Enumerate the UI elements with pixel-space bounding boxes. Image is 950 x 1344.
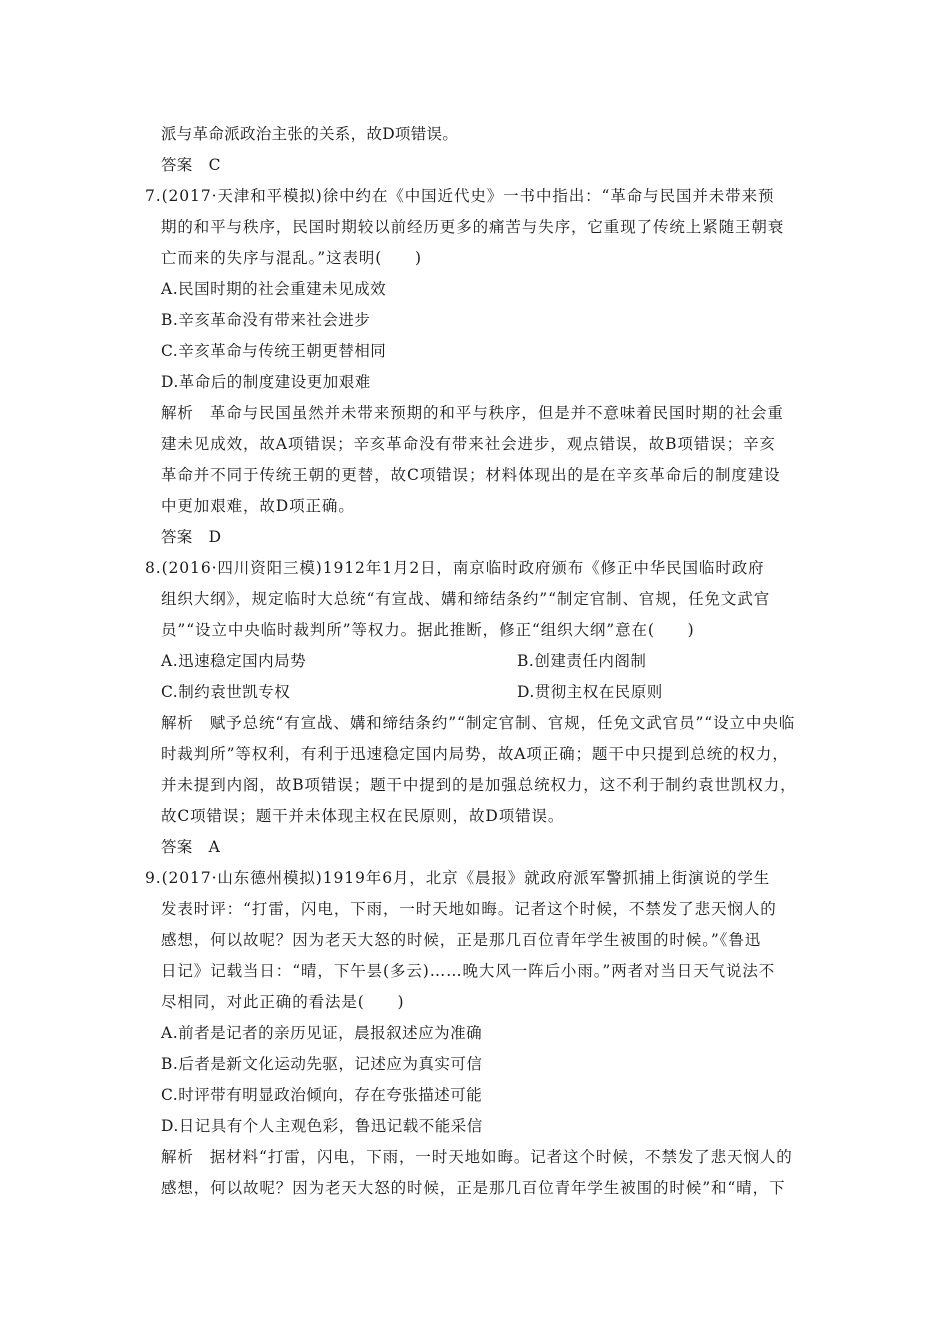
option-d: D.日记具有个人主观色彩，鲁迅记载不能采信 (161, 1117, 483, 1135)
question-line: 员”“设立中央临时裁判所”等权力。据此推断，修正“组织大纲”意在( ) (161, 621, 695, 639)
analysis-line: 革命并不同于传统王朝的更替，故C项错误；材料体现出的是在辛亥革命后的制度建设 (161, 466, 781, 484)
option-a: A.民国时期的社会重建未见成效 (161, 280, 387, 298)
question-line: 尽相同，对此正确的看法是( ) (161, 993, 405, 1011)
option-d: D.革命后的制度建设更加艰难 (161, 373, 371, 391)
question-line: 7.(2017·天津和平模拟)徐中约在《中国近代史》一书中指出：“革命与民国并未带来预 (145, 187, 775, 205)
question-line: 期的和平与秩序，民国时期较以前经历更多的痛苦与失序，它重现了传统上紧随王朝衰 (161, 218, 785, 236)
option-b: B.后者是新文化运动先驱，记述应为真实可信 (161, 1055, 483, 1073)
analysis-line: 并未提到内阁，故B项错误；题干中提到的是加强总统权力，这不利于制约袁世凯权力， (161, 776, 797, 794)
analysis-line: 解析 革命与民国虽然并未带来预期的和平与秩序，但是并不意味着民国时期的社会重 (161, 404, 784, 422)
question-line: 感想，何以故呢？因为老天大怒的时候，正是那几百位青年学生被围的时候。”《鲁迅 (161, 931, 762, 949)
question-line: 亡而来的失序与混乱。”这表明( ) (161, 249, 422, 267)
option-c: C.辛亥革命与传统王朝更替相同 (161, 342, 387, 360)
question-line: 日记》记载当日：“晴，下午昙(多云)……晚大风一阵后小雨。”两者对当日天气说法不 (161, 962, 776, 980)
question-line: 9.(2017·山东德州模拟)1919年6月，北京《晨报》就政府派军警抓捕上街演说的学生 (145, 869, 771, 887)
option-c: C.时评带有明显政治倾向，存在夸张描述可能 (161, 1086, 483, 1104)
option-b: B.创建责任内阁制 (517, 652, 647, 670)
answer-line: 答案 C (161, 156, 221, 174)
analysis-line: 建未见成效，故A项错误；辛亥革命没有带来社会进步，观点错误，故B项错误；辛亥 (161, 435, 776, 453)
question-line: 8.(2016·四川资阳三模)1912年1月2日，南京临时政府颁布《修正中华民国临时政府 (145, 559, 765, 577)
option-d: D.贯彻主权在民原则 (517, 683, 663, 701)
question-line: 发表时评：“打雷，闪电，下雨，一时天地如晦。记者这个时候，不禁发了悲天悯人的 (161, 900, 777, 918)
answer-line: 答案 A (161, 838, 221, 856)
option-b: B.辛亥革命没有带来社会进步 (161, 311, 371, 329)
option-a: A.迅速稳定国内局势 (161, 652, 307, 670)
answer-line: 答案 D (161, 528, 222, 546)
question-line: 组织大纲》，规定临时大总统“有宣战、媾和缔结条约”“制定官制、官规，任免文武官 (161, 590, 771, 608)
analysis-line: 故C项错误；题干并未体现主权在民原则，故D项错误。 (161, 807, 565, 825)
analysis-line: 时裁判所”等权利，有利于迅速稳定国内局势，故A项正确；题干中只提到总统的权力， (161, 745, 789, 763)
option-c: C.制约袁世凯专权 (161, 683, 291, 701)
option-a: A.前者是记者的亲历见证，晨报叙述应为准确 (161, 1024, 483, 1042)
analysis-line: 中更加艰难，故D项正确。 (161, 497, 355, 515)
text-line: 派与革命派政治主张的关系，故D项错误。 (161, 125, 459, 143)
analysis-line: 感想，何以故呢？因为老天大怒的时候，正是那几百位青年学生被围的时候”和“晴，下 (161, 1179, 786, 1197)
analysis-line: 解析 赋予总统“有宣战、媾和缔结条约”“制定官制、官规，任免文武官员”“设立中央临 (161, 714, 796, 732)
analysis-line: 解析 据材料“打雷，闪电，下雨，一时天地如晦。记者这个时候，不禁发了悲天悯人的 (161, 1148, 793, 1166)
